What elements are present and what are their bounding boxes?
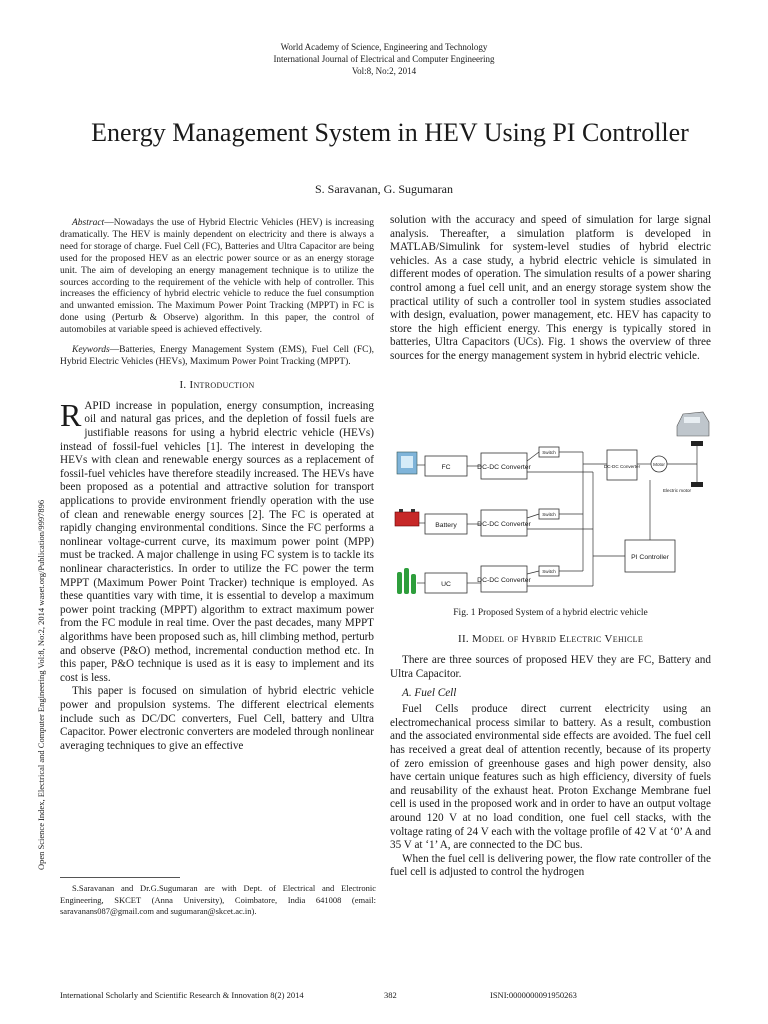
ultracapacitor-source-icon xyxy=(397,568,416,594)
car-icon xyxy=(677,412,709,436)
intro-paragraph-1: RAPID increase in population, energy consumption, increasing oil and natural gas prices, and the depletion of fossil fuels are justifiable reasons for using a hybrid electric vehicle (HEVs) instead of fossil-fuel vehicles [1]. The interest in developing the HEVs with clean and renewable energy sources as a replacement of fossil-fuel vehicles have therefore steadily increased. The HEVs have been proposed as a potential and attractive solution for transport applications to provide environment friendly operation with the use of clean and renewable energy sources [2]. The FC is operated at rapidly changing environmental conditions. Since the FC performs a nonlinear voltage-current curve, its maximum power point (MPP) must be tracked. A major challenge in using FC system is to tackle its nonlinear characteristics. In order to utilize the FC power the term MPPT (Maximum Power Point Tracker) technique is employed. As these quantities vary with time, it is essential to develop a maximum power point tracking (MPPT) algorithm to extract maximum power from the FC module in real time. Over the past decades, many MPPT algorithms have been proposed such as, hill climbing method, perturb and observe (P&O) method, incremental conduction method etc. In this paper, P&O technique is used as it is easy to implement and its cost is less. xyxy=(60,396,374,684)
motor-label: Motor xyxy=(653,462,665,467)
left-column xyxy=(60,218,374,753)
right-column-top xyxy=(390,214,711,364)
journal-header-line3: Vol:8, No:2, 2014 xyxy=(351,66,417,76)
subsection-heading-fuel-cell: A. Fuel Cell xyxy=(402,687,457,700)
uc-label: UC xyxy=(441,581,451,588)
fuel-cell-paragraph-1: Fuel Cells produce direct current electricity using an electromechanical process similar to battery. As a result, combustion and the associated environmental side effects are avoided. The fuel cell has received a great deal of attention recently, because of its property of zero emission of greenhouse gases and high power density, also have certain unique features such as high efficiency, diversity of fuels and reusability of the exhaust heat. Proton Exchange Membrane fuel cell is used in the proposed work and in order to have an output voltage around 120 V at no load condition, one fuel cell stacks, with the voltage rating of 24 V each with the voltage profile of 42 V at ‘0’ A and 35 V at ‘1’ A, are connected to the DC bus. xyxy=(390,703,711,852)
battery-source-icon xyxy=(395,509,419,526)
page-number: 382 xyxy=(384,990,397,1000)
converter-label-2: DC-DC Converter xyxy=(477,521,531,528)
figure-caption: Fig. 1 Proposed System of a hybrid electric vehicle xyxy=(453,608,648,618)
fuel-cell-paragraph-2: When the fuel cell is delivering power, the flow rate controller of the fuel cell is adjusted to control the hydrogen xyxy=(390,852,711,879)
section-heading-model: II. Model of Hybrid Electric Vehicle xyxy=(457,633,644,645)
footer-publisher: International Scholarly and Scientific Research & Innovation 8(2) 2014 xyxy=(60,990,304,1000)
keywords-text: —Batteries, Energy Management System (EMS), Fuel Cell (FC), Hybrid Electric Vehicles (HEVs), Maximum Power Point Tracking (MPPT). xyxy=(60,345,374,367)
converter-label-1: DC-DC Converter xyxy=(477,464,531,471)
switch-label-3: Switch xyxy=(542,569,556,574)
section-heading-introduction: I. Introduction xyxy=(179,378,255,391)
converter-label-3: DC-DC Converter xyxy=(477,577,531,584)
fc-source-icon xyxy=(397,452,417,474)
switch-label-1: Switch xyxy=(542,450,556,455)
intro-paragraph-2: This paper is focused on simulation of hybrid electric vehicle power and propulsion systems. The different electrical elements include such as DC/DC converters, Fuel Cell, battery and Ultra Capacitor. Power electronic converters are modeled through nonlinear averaging techniques to give an effective xyxy=(60,685,374,752)
switch-label-2: Switch xyxy=(542,512,556,517)
fc-label: FC xyxy=(441,464,451,471)
system-diagram xyxy=(393,406,713,603)
footer-isni: ISNI:0000000091950263 xyxy=(490,990,577,1000)
abstract-text: —Nowadays the use of Hybrid Electric Vehicles (HEV) is increasing dramatically. The HEV is mainly dependent on electricity and there is always a need for storage of charge. Fuel Cell (FC), Batteries and Ultra Capacitor are being used for the proposed HEV as an electric power source or as an energy storage unit. The aim of developing an energy management technique is to utilize the sources according to the requirement of the vehicle with help of controller. This increases the efficiency of hybrid electric vehicle to reduce the fuel consumption and unwanted emission. The Maximum Power Point Tracking (MPPT) in FC is done using (Perturb & Observe) algorithm. In this paper, the control of automobiles at variable speed is achieved effectively. xyxy=(60,218,374,336)
side-citation: Open Science Index, Electrical and Computer Engineering Vol:8, No:2, 2014 waset.org/Publication/9997896 xyxy=(36,499,46,870)
inverter-label: DC-DC Converter xyxy=(603,464,641,469)
journal-header xyxy=(0,41,768,77)
paper-title: Energy Management System in HEV Using PI Controller xyxy=(91,118,689,147)
model-intro: There are three sources of proposed HEV they are FC, Battery and Ultra Capacitor. xyxy=(390,654,711,680)
keywords xyxy=(60,345,374,369)
pi-controller-label: PI Controller xyxy=(631,554,669,561)
battery-label: Battery xyxy=(435,522,457,529)
journal-header-line1: World Academy of Science, Engineering and Technology xyxy=(280,42,488,52)
footnote-rule xyxy=(60,877,180,878)
abstract xyxy=(60,218,374,337)
paper-authors: S. Saravanan, G. Sugumaran xyxy=(315,182,453,196)
electric-motor-label: Electric motor xyxy=(662,488,692,493)
author-footnote: S.Saravanan and Dr.G.Sugumaran are with Dept. of Electrical and Electronic Engineering, SKCET (Anna University), Coimbatore, India 641008 (email: saravanans087@gmail.com and sugumaran@skcet.ac.in). xyxy=(60,883,376,917)
abstract-label: Abstract xyxy=(72,218,105,228)
right-top-paragraph: solution with the accuracy and speed of simulation for large signal analysis. Thereafter, a simulation platform is developed in MATLAB/Simulink for system-level studies of hybrid electric vehicles. As a case study, a hybrid electric vehicle is simulated in different modes of operation. The simulation results of a power sharing control among a fuel cell unit, and an energy storage system show the practical utility of such a controller tool in system studies associated with design, evaluation, power management, etc. HEV has capacity to store the high efficient energy. This energy is typically stored in batteries, Ultra Capacitors (UCs). Fig. 1 shows the overview of three sources for the energy management system in hybrid electric vehicle. xyxy=(390,214,711,362)
keywords-label: Keywords xyxy=(72,345,110,356)
right-column-bottom xyxy=(390,633,711,880)
journal-header-line2: International Journal of Electrical and Computer Engineering xyxy=(273,54,495,64)
